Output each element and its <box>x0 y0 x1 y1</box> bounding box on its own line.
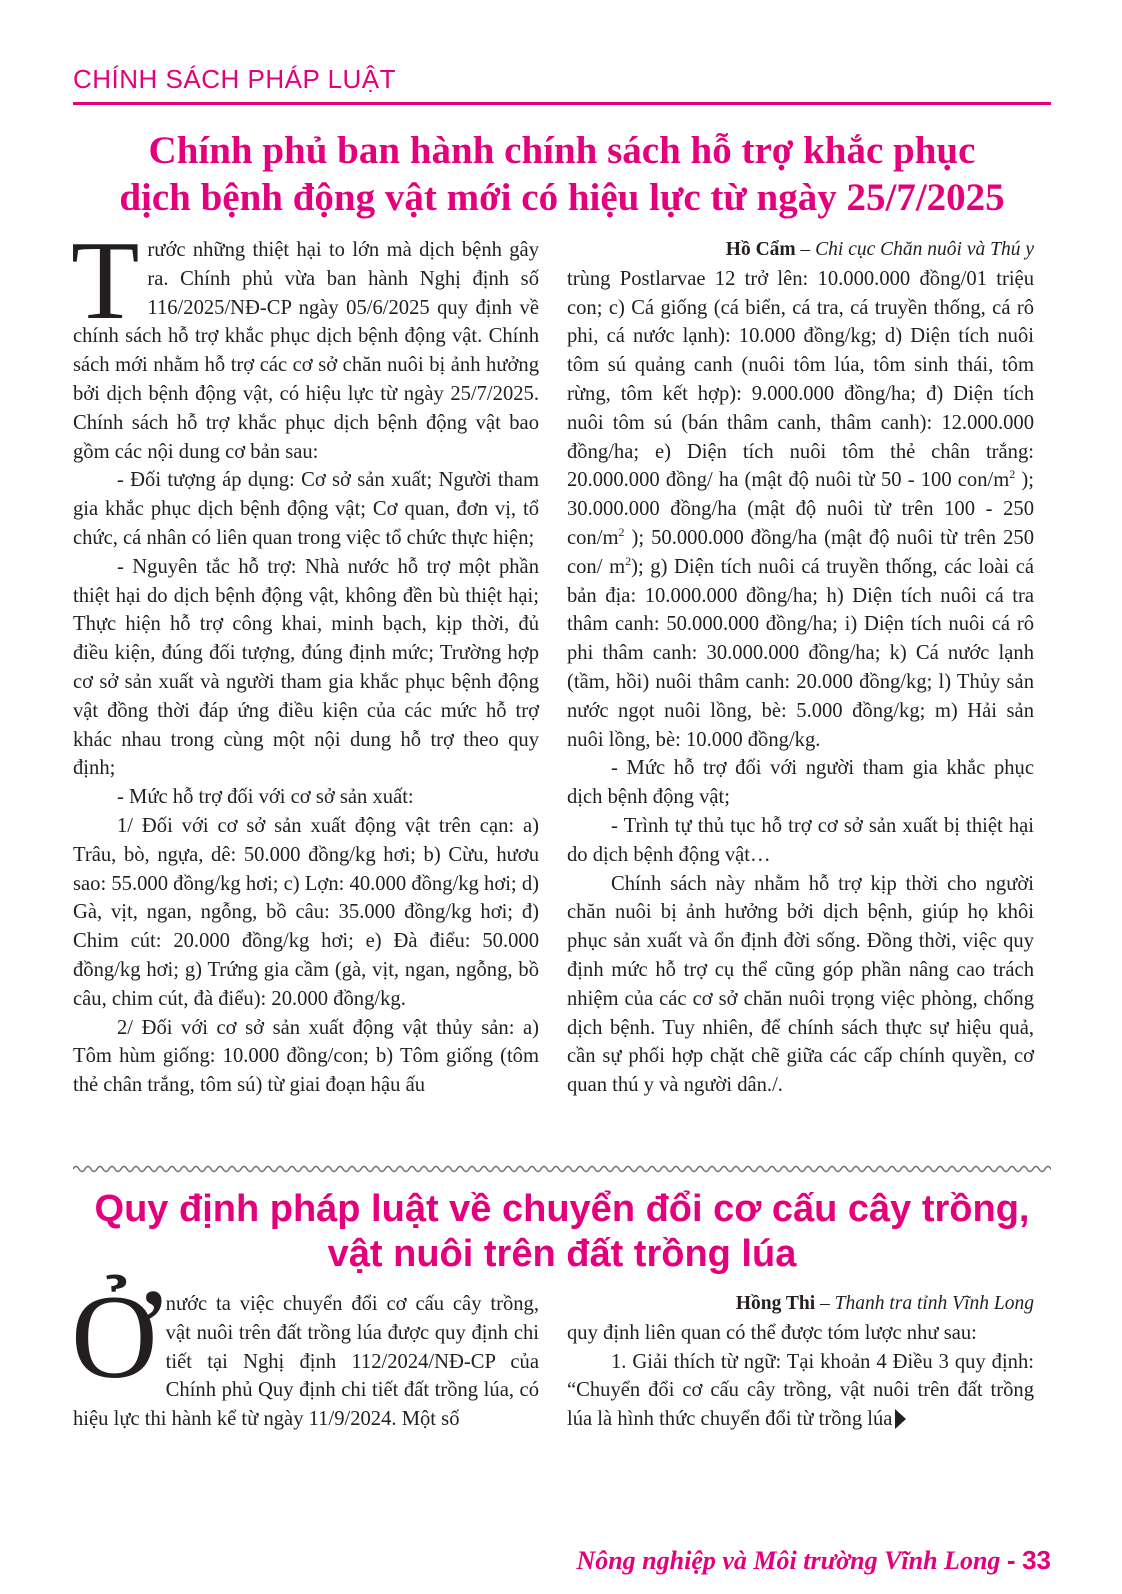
section-label: CHÍNH SÁCH PHÁP LUẬT <box>73 64 397 94</box>
article-2-right-column <box>567 1290 1034 1434</box>
section-rule <box>73 102 1051 105</box>
article-2-title <box>73 1187 1051 1277</box>
article-2-paragraph: nước ta việc chuyển đổi cơ cấu cây trồng, vật nuôi trên đất trồng lúa được quy định chi tiết tại Nghị định 112/2024/NĐ-CP của Chính phủ Quy định chi tiết đất trồng lúa, có hiệu lực thi hành kể từ ngày 11/9/2024. Một số <box>73 1293 539 1431</box>
article-1-paragraph: Chính sách này nhằm hỗ trợ kịp thời cho người chăn nuôi bị ảnh hưởng bởi dịch bệnh, giúp họ khôi phục sản xuất và ổn định đời sống. Đồng thời, việc quy định mức hỗ trợ cụ thể cũng góp phần nâng cao trách nhiệm của các cơ sở chăn nuôi trọng việc phòng, chống dịch bệnh. Tuy nhiên, để chính sách thực sự hiệu quả, cần sự phối hợp chặt chẽ giữa các cấp chính quyền, cơ quan thú y và người dân./. <box>567 872 1034 1097</box>
article-1-paragraph: - Nguyên tắc hỗ trợ: Nhà nước hỗ trợ một phần thiệt hại do dịch bệnh động vật, không đền bù thiệt hại; Thực hiện hỗ trợ công khai, minh bạch, kịp thời, đủ điều kiện, đúng đối tượng, đúng định mức; Trường hợp cơ sở sản xuất và người tham gia khắc phục bệnh động vật đồng thời đáp ứng điều kiện của các mức hỗ trợ khác nhau trong cùng một nội dung hỗ trợ theo quy định; <box>73 555 539 780</box>
article-1-paragraph: - Đối tượng áp dụng: Cơ sở sản xuất; Người tham gia khắc phục dịch bệnh động vật; Cơ quan, đơn vị, tổ chức, cá nhân có liên quan trong việc tổ chức thực hiện; <box>73 469 539 549</box>
article-2-title-line-2: vật nuôi trên đất trồng lúa <box>327 1232 797 1275</box>
footer-separator: - <box>1006 1545 1016 1575</box>
article-1-right-column <box>567 236 1034 1100</box>
article-1-left-column <box>71 219 539 1100</box>
magazine-name: Nông nghiệp và Môi trường Vĩnh Long <box>576 1546 1001 1575</box>
superscript: 2 <box>1009 467 1016 482</box>
article-1-paragraph: - Mức hỗ trợ đối với người tham gia khắc phục dịch bệnh động vật; <box>567 757 1034 809</box>
article-2-left-column <box>71 1270 539 1434</box>
article-2-author: Hồng Thi <box>735 1293 816 1314</box>
article-1-text: ); g) Diện tích nuôi cá truyền thống, các loài cá bản địa: 10.000.000 đồng/ha; h) Diện tích nuôi cá tra thâm canh: 50.000.000 đồng/ha; i) Diện tích nuôi cá rô phi thâm canh: 30.000.000 đồng/ha; k) Cá nước lạnh (tầm, hồi) nuôi thâm canh: 20.000 đồng/kg; l) Thủy sản nước ngọt nuôi lồng, bè: 5.000 đồng/kg; m) Hải sản nuôi lồng, bè: 10.000 đồng/kg. <box>567 555 1034 751</box>
article-1-text: ); 50.000.000 đồng/ha (mật độ nuôi từ trên 250 con/ m <box>567 526 1034 578</box>
article-1-paragraph: 2/ Đối với cơ sở sản xuất động vật thủy sản: a) Tôm hùm giống: 10.000 đồng/con; b) Tôm giống (tôm thẻ chân trắng, tôm sú) từ giai đoạn hậu ấu <box>73 1016 539 1097</box>
article-1-title-line-1: Chính phủ ban hành chính sách hỗ trợ khắc phục <box>148 129 976 172</box>
article-2-text: 1. Giải thích từ ngữ: Tại khoản 4 Điều 3 quy định: “Chuyển đổi cơ cấu cây trồng, vật nuôi trên đất trồng lúa là hình thức chuyển đổi từ trồng lúa <box>567 1350 1034 1431</box>
continue-arrow-icon <box>895 1409 906 1429</box>
article-2-paragraph <box>567 1348 1034 1434</box>
article-1-paragraph: 1/ Đối với cơ sở sản xuất động vật trên cạn: a) Trâu, bò, ngựa, dê: 50.000 đồng/kg hơi; b) Cừu, hươu sao: 55.000 đồng/kg hơi; c) Lợn: 40.000 đồng/kg hơi; d) Gà, vịt, ngan, ngỗng, bồ câu: 35.000 đồng/kg hơi; đ) Chim cút: 20.000 đồng/kg hơi; e) Đà điểu: 50.000 đồng/kg hơi; g) Trứng gia cầm (gà, vịt, ngan, ngỗng, bồ câu, chim cút, đà điểu): 20.000 đồng/kg. <box>73 814 539 1010</box>
article-2-dropcap: Ở <box>71 1270 158 1403</box>
article-1-paragraph: - Trình tự thủ tục hỗ trợ cơ sở sản xuất bị thiệt hại do dịch bệnh động vật… <box>567 814 1034 866</box>
article-1-author-org: – Chi cục Chăn nuôi và Thú y <box>795 239 1034 260</box>
article-1-text: ); 30.000.000 đồng/ha (mật độ nuôi từ trên 100 - 250 con/m <box>567 469 1034 549</box>
article-2-byline <box>567 1290 1034 1319</box>
article-2-author-org: – Thanh tra tỉnh Vĩnh Long <box>815 1293 1034 1314</box>
article-1-author: Hồ Cẩm <box>725 239 796 260</box>
superscript: 2 <box>618 525 625 540</box>
article-1-paragraph <box>567 265 1034 755</box>
article-1-paragraph: - Mức hỗ trợ đối với cơ sở sản xuất: <box>117 786 414 809</box>
article-2-paragraph: quy định liên quan có thể được tóm lược như sau: <box>567 1321 977 1344</box>
superscript: 2 <box>625 553 632 568</box>
wavy-divider <box>73 1163 1051 1175</box>
article-1-dropcap: T <box>71 219 140 343</box>
article-2-title-line-1: Quy định pháp luật về chuyển đổi cơ cấu cây trồng, <box>94 1188 1030 1230</box>
page-number: 33 <box>1022 1545 1051 1575</box>
page-footer <box>460 1545 1051 1576</box>
article-1-byline <box>567 236 1034 265</box>
article-1-paragraph: rước những thiệt hại to lớn mà dịch bệnh gây ra. Chính phủ vừa ban hành Nghị định số 116/2025/NĐ-CP ngày 05/6/2025 quy định về chính sách hỗ trợ khắc phục dịch bệnh động vật. Chính sách mới nhằm hỗ trợ các cơ sở chăn nuôi bị ảnh hưởng bởi dịch bệnh động vật, có hiệu lực từ ngày 25/7/2025. Chính sách hỗ trợ khắc phục dịch bệnh động vật bao gồm các nội dung cơ bản sau: <box>73 239 539 463</box>
article-1-text: trùng Postlarvae 12 trở lên: 10.000.000 đồng/01 triệu con; c) Cá giống (cá biển, cá tra, cá truyền thống, cá rô phi, cá nước lạnh): 10.000 đồng/kg; d) Diện tích nuôi tôm sú quảng canh (nuôi tôm lúa, tôm sinh thái, tôm rừng, tôm kết hợp): 9.000.000 đồng/ha; đ) Diện tích nuôi tôm sú (bán thâm canh, thâm canh): 12.000.000 đồng/ha; e) Diện tích nuôi tôm thẻ chân trắng: 20.000.000 đồng/ ha (mật độ nuôi từ 50 - 100 con/m <box>567 267 1034 492</box>
article-1-title <box>73 128 1051 222</box>
article-1-title-line-2: dịch bệnh động vật mới có hiệu lực từ ngày 25/7/2025 <box>119 175 1005 219</box>
